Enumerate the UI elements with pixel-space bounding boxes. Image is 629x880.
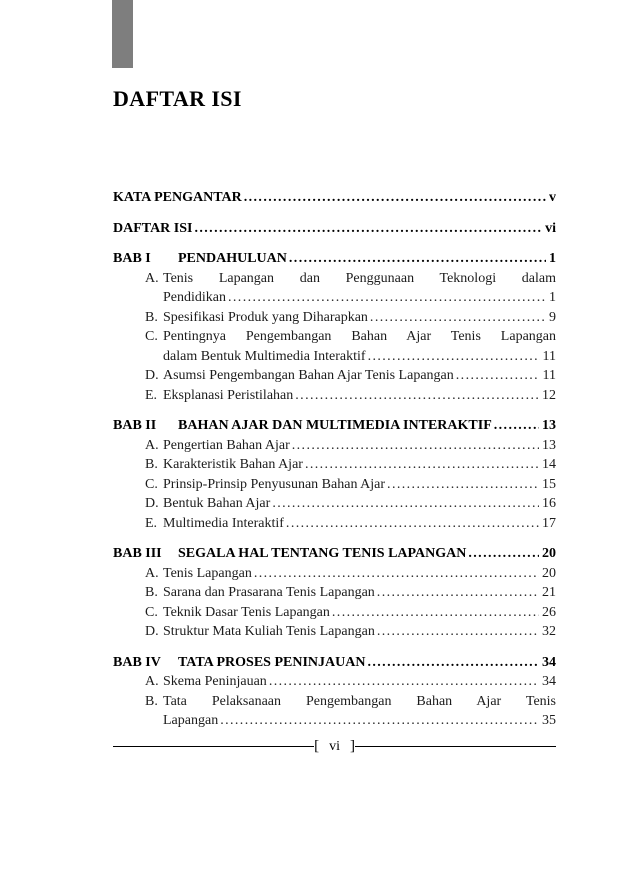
entry-text: BAHAN AJAR DAN MULTIMEDIA INTERAKTIF [178, 418, 492, 433]
leader-line [163, 514, 556, 534]
item-letter: C. [145, 476, 158, 492]
toc-row-sub [113, 622, 556, 642]
toc-row-sub [113, 494, 556, 514]
page-number: 26 [542, 604, 556, 620]
leader-line [163, 494, 556, 514]
row-body [163, 672, 556, 692]
toc-group [113, 653, 556, 731]
toc-row-sub [113, 327, 556, 366]
toc-row-sub [113, 564, 556, 584]
item-letter: B. [145, 693, 158, 709]
item-letter: E. [145, 515, 158, 531]
entry-text: SEGALA HAL TENTANG TENIS LAPANGAN [178, 546, 467, 561]
page-number: 20 [542, 546, 556, 561]
toc-row-sub [113, 603, 556, 623]
entry-text: Skema Peninjauan [163, 674, 267, 689]
item-letter: B. [145, 585, 158, 600]
row-body [163, 436, 556, 456]
dot-leader [370, 308, 546, 328]
row-body [163, 386, 556, 406]
item-letter: C. [145, 604, 158, 620]
item-text-wrapped-line: Pentingnya Pengembangan Bahan Ajar Tenis Lapangan [163, 329, 556, 344]
leader-line [163, 711, 556, 731]
dot-leader [332, 603, 539, 623]
row-body [163, 366, 556, 386]
page-footer [113, 738, 556, 755]
toc-row-sub [113, 692, 556, 731]
entry-text: Lapangan [163, 713, 219, 728]
page-number: 13 [542, 418, 556, 433]
footer-bracket-left: [ [314, 738, 320, 754]
item-letter: A. [145, 437, 159, 453]
page-number: 34 [542, 674, 556, 689]
row-body [163, 455, 556, 475]
footer-page-number: vi [329, 738, 340, 754]
row-body [163, 327, 556, 366]
item-letter: B. [145, 309, 158, 325]
dot-leader [456, 366, 540, 386]
dot-leader [295, 386, 539, 406]
item-letter: A. [145, 674, 159, 689]
row-body [163, 564, 556, 584]
toc [113, 188, 556, 731]
page-number: 35 [542, 713, 556, 728]
dot-leader [286, 514, 539, 534]
dot-leader [305, 455, 539, 475]
entry-text: dalam Bentuk Multimedia Interaktif [163, 348, 366, 364]
entry-text: Eksplanasi Peristilahan [163, 387, 294, 403]
item-letter: B. [145, 457, 158, 472]
entry-text: Pendidikan [163, 290, 226, 305]
page-number: 1 [549, 290, 556, 305]
item-letter: C. [145, 329, 158, 344]
toc-row-sub [113, 672, 556, 692]
page-title: DAFTAR ISI [113, 86, 242, 111]
dot-leader [468, 544, 539, 564]
item-letter: E. [145, 387, 158, 403]
leader-line [178, 249, 556, 269]
page-number: 16 [542, 496, 556, 511]
toc-row-sub [113, 514, 556, 534]
page-number: 15 [542, 476, 556, 492]
chapter-number: BAB IV [113, 654, 161, 670]
dot-leader [368, 347, 540, 367]
corner-bar-decoration [112, 0, 133, 68]
toc-row-front [113, 219, 556, 239]
row-body [163, 308, 556, 328]
item-letter: D. [145, 368, 159, 383]
toc-row-chapter [113, 416, 556, 436]
item-text-wrapped-line: Tata Pelaksanaan Pengembangan Bahan Ajar Tenis [163, 693, 556, 709]
row-body [113, 188, 556, 208]
toc-row-chapter [113, 249, 556, 269]
entry-text: Bentuk Bahan Ajar [163, 496, 271, 511]
item-letter: D. [145, 496, 159, 511]
item-text-wrapped-line: Tenis Lapangan dan Penggunaan Teknologi dalam [163, 270, 556, 286]
footer-rule-right [355, 746, 556, 747]
entry-text: Tenis Lapangan [163, 565, 252, 581]
page-number: 12 [542, 387, 556, 403]
row-body [178, 416, 556, 436]
dot-leader [228, 288, 546, 308]
page-number: 32 [542, 624, 556, 639]
dot-leader [220, 711, 539, 731]
leader-line [163, 366, 556, 386]
leader-line [163, 288, 556, 308]
page-number: 11 [542, 348, 556, 364]
dot-leader [289, 249, 546, 269]
leader-line [163, 583, 556, 603]
dot-leader [194, 219, 542, 239]
leader-line [163, 386, 556, 406]
page-number: 13 [542, 437, 556, 453]
toc-row-chapter [113, 653, 556, 673]
dot-leader [367, 653, 539, 673]
dot-leader [377, 583, 539, 603]
toc-group [113, 249, 556, 405]
page-number: 11 [542, 368, 556, 383]
leader-line [163, 672, 556, 692]
entry-text: Spesifikasi Produk yang Diharapkan [163, 309, 368, 325]
toc-row-sub [113, 475, 556, 495]
row-body [163, 475, 556, 495]
row-body [178, 249, 556, 269]
leader-line [163, 436, 556, 456]
row-body [178, 544, 556, 564]
toc-group [113, 188, 556, 208]
toc-row-chapter [113, 544, 556, 564]
footer-rule-left [113, 746, 314, 747]
toc-group [113, 416, 556, 533]
entry-text: TATA PROSES PENINJAUAN [178, 654, 366, 670]
page-number: 1 [549, 251, 556, 266]
toc-row-sub [113, 269, 556, 308]
entry-text: Asumsi Pengembangan Bahan Ajar Tenis Lapangan [163, 368, 454, 383]
toc-row-sub [113, 455, 556, 475]
leader-line [163, 347, 556, 367]
page-number: vi [545, 220, 556, 236]
toc-group [113, 544, 556, 642]
entry-text: Karakteristik Bahan Ajar [163, 457, 303, 472]
leader-line [113, 219, 556, 239]
row-body [163, 692, 556, 731]
chapter-number: BAB II [113, 418, 157, 433]
row-body [163, 514, 556, 534]
chapter-number: BAB III [113, 546, 162, 561]
row-body [163, 269, 556, 308]
page-number: 17 [542, 515, 556, 531]
leader-line [113, 188, 556, 208]
toc-row-sub [113, 308, 556, 328]
toc-row-sub [113, 386, 556, 406]
leader-line [163, 603, 556, 623]
entry-text: Teknik Dasar Tenis Lapangan [163, 604, 330, 620]
dot-leader [244, 188, 546, 208]
row-body [163, 603, 556, 623]
leader-line [178, 544, 556, 564]
leader-line [163, 455, 556, 475]
item-letter: A. [145, 565, 159, 581]
item-letter: D. [145, 624, 159, 639]
leader-line [178, 416, 556, 436]
page-number: 14 [542, 457, 556, 472]
toc-row-sub [113, 583, 556, 603]
entry-text: Sarana dan Prasarana Tenis Lapangan [163, 585, 375, 600]
leader-line [178, 653, 556, 673]
dot-leader [377, 622, 539, 642]
row-body [163, 622, 556, 642]
footer-bracket-right: ] [349, 738, 355, 754]
leader-line [163, 308, 556, 328]
toc-row-sub [113, 436, 556, 456]
row-body [113, 219, 556, 239]
toc-row-front [113, 188, 556, 208]
entry-text: KATA PENGANTAR [113, 190, 242, 205]
dot-leader [292, 436, 539, 456]
dot-leader [254, 564, 539, 584]
dot-leader [494, 416, 539, 436]
leader-line [163, 564, 556, 584]
row-body [163, 494, 556, 514]
item-letter: A. [145, 270, 159, 286]
dot-leader [387, 475, 539, 495]
dot-leader [272, 494, 539, 514]
entry-text: Multimedia Interaktif [163, 515, 284, 531]
entry-text: DAFTAR ISI [113, 220, 193, 236]
page-number: 9 [549, 309, 556, 325]
entry-text: Pengertian Bahan Ajar [163, 437, 290, 453]
entry-text: Prinsip-Prinsip Penyusunan Bahan Ajar [163, 476, 386, 492]
page-number: 34 [542, 654, 556, 670]
row-body [163, 583, 556, 603]
row-body [178, 653, 556, 673]
entry-text: Struktur Mata Kuliah Tenis Lapangan [163, 624, 375, 639]
dot-leader [269, 672, 539, 692]
toc-row-sub [113, 366, 556, 386]
chapter-number: BAB I [113, 251, 151, 266]
toc-group [113, 219, 556, 239]
page-number: 21 [542, 585, 556, 600]
leader-line [163, 475, 556, 495]
leader-line [163, 622, 556, 642]
entry-text: PENDAHULUAN [178, 251, 287, 266]
page-number: 20 [542, 565, 556, 581]
page-number: v [549, 190, 556, 205]
